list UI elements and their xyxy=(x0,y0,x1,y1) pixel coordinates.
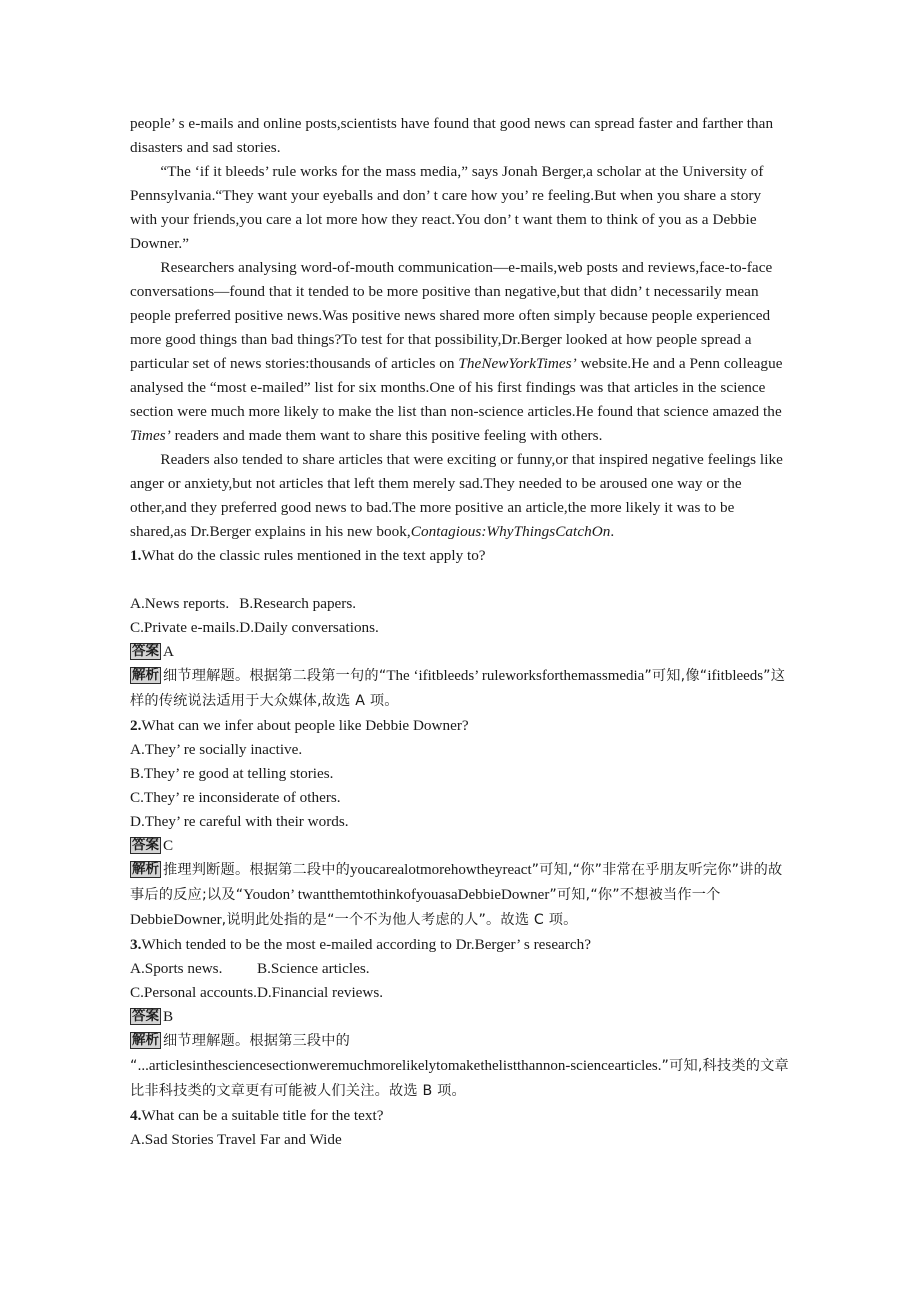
passage-paragraph-1: people’ s e-mails and online posts,scientists have found that good news can spread faster and farther than disasters and sad stories. xyxy=(130,115,774,156)
analysis-label-box: 解析 xyxy=(132,1032,159,1048)
analysis-part: Youdon’ twantthemtothinkofyouasaDebbieDowner xyxy=(243,887,550,903)
question-2-option-c[interactable]: C.They’ re inconsiderate of others. xyxy=(130,789,341,806)
p4-italic-book-title: Contagious:WhyThingsCatchOn xyxy=(410,523,611,540)
question-3-answer xyxy=(130,1005,790,1029)
analysis-part: The ‘ifitbleeds’ ruleworksforthemassmedia xyxy=(386,668,645,684)
question-2-option-d[interactable]: D.They’ re careful with their words. xyxy=(130,813,349,830)
question-4-text: What can be a suitable title for the text? xyxy=(141,1107,384,1124)
question-1-number: 1. xyxy=(130,547,142,564)
analysis-part: ”可知,“你”不想被当作一个 xyxy=(549,887,721,903)
p3-italic-newyorktimes: TheNewYorkTimes’ xyxy=(458,355,577,372)
answer-label-box: 答案 xyxy=(132,837,159,853)
passage-paragraph-2: “The ‘if it bleeds’ rule works for the mass media,” says Jonah Berger,a scholar at the University of Pennsylvania.“They want your eyeballs and don’ t care how you’ re feeling.But when you share a story with your friends,you care a lot more how they react.You don’ t want them to think of you as a Debbie Downer.” xyxy=(130,163,764,252)
question-3-option-d[interactable]: D.Financial reviews. xyxy=(256,984,384,1001)
analysis-part: ”可知,“你”非常在乎朋友听完你”讲的故事后的反应;以及“ xyxy=(130,862,783,903)
passage-paragraph-4 xyxy=(130,448,790,544)
analysis-label-box: 解析 xyxy=(132,667,159,683)
question-1-answer xyxy=(130,640,790,664)
question-3-number: 3. xyxy=(130,936,142,953)
question-3-stem xyxy=(130,933,790,957)
answer-label-box: 答案 xyxy=(132,1008,159,1024)
p3-text-a: Researchers analysing word-of-mouth communication—e-mails,web posts and reviews,face-to-face conversations—found that it tended to be more positive than negative,but that didn’ t necessarily mean people preferred positive news.Was positive news shared more often simply because people experienced more good things than bad things?To test for that possibility,Dr.Berger looked at how people spread a particular set of news stories:thousands of articles on xyxy=(130,259,773,372)
question-1-analysis xyxy=(130,664,790,714)
question-3-option-b[interactable]: B.Science articles. xyxy=(256,960,370,977)
question-3-option-c[interactable]: C.Personal accounts. xyxy=(130,984,257,1001)
question-3-analysis-line-2 xyxy=(130,1054,790,1104)
analysis-part: 推理判断题。根据第二段中的 xyxy=(163,862,351,878)
analysis-part: “ xyxy=(130,1058,138,1074)
question-1-option-c[interactable]: C.Private e-mails. xyxy=(130,619,240,636)
answer-label-box: 答案 xyxy=(132,643,159,659)
p4-text-a: Readers also tended to share articles that were exciting or funny,or that inspired negative feelings like anger or anxiety,but not articles that left them merely sad.They needed to be aroused one way or the other,and they preferred good news to bad.The more positive an article,the more likely it was to be shared,as Dr.Berger explains in his new book, xyxy=(130,451,783,540)
p4-text-b: . xyxy=(610,523,615,540)
question-4-stem xyxy=(130,1104,790,1128)
analysis-part: DebbieDowner xyxy=(130,912,222,928)
question-2-option-b[interactable]: B.They’ re good at telling stories. xyxy=(130,765,334,782)
analysis-part: youcarealotmorehowtheyreact xyxy=(350,862,532,878)
analysis-part: ”这样的传统说法适用于大众媒体,故选 A 项。 xyxy=(130,668,786,709)
analysis-part: 细节理解题。根据第三段中的 xyxy=(163,1033,351,1049)
analysis-label-box: 解析 xyxy=(132,861,159,877)
analysis-part: ”可知,科技类的文章比非科技类的文章更有可能被人们关注。故选 B 项。 xyxy=(130,1058,789,1099)
question-3-text: Which tended to be the most e-mailed according to Dr.Berger’ s research? xyxy=(141,936,591,953)
question-1-option-b[interactable]: B.Research papers. xyxy=(239,595,357,612)
question-1-option-a[interactable]: A.News reports. xyxy=(130,595,230,612)
question-2-answer-value: C xyxy=(163,837,174,854)
question-1-text: What do the classic rules mentioned in the text apply to? xyxy=(141,547,486,564)
option-row xyxy=(130,981,383,1005)
option-row xyxy=(130,957,383,981)
question-2-stem xyxy=(130,714,790,738)
analysis-part: 细节理解题。根据第二段第一句的“ xyxy=(163,668,387,684)
analysis-part: ,说明此处指的是“一个不为他人考虑的人”。故选 C 项。 xyxy=(221,912,578,928)
question-3-options xyxy=(130,957,383,1005)
question-3-answer-value: B xyxy=(163,1008,174,1025)
question-2-text: What can we infer about people like Debbie Downer? xyxy=(141,717,469,734)
p3-text-c: readers and made them want to share this positive feeling with others. xyxy=(170,427,603,444)
page-content xyxy=(130,112,790,1152)
option-row xyxy=(130,592,379,616)
p3-italic-times: Times’ xyxy=(130,427,171,444)
question-2-option-a[interactable]: A.They’ re socially inactive. xyxy=(130,741,303,758)
question-2-number: 2. xyxy=(130,717,142,734)
analysis-part: ”可知,像“ xyxy=(644,668,708,684)
question-4-option-a[interactable]: A.Sad Stories Travel Far and Wide xyxy=(130,1131,342,1148)
p3-text-b: website.He and a Penn colleague analysed the “most e-mailed” list for six months.One of his first findings was that articles in the science section were much more likely to make the list than non-science articles.He found that science amazed the xyxy=(130,355,783,420)
question-2-analysis xyxy=(130,858,790,933)
question-1-options xyxy=(130,592,379,640)
option-row xyxy=(130,616,379,640)
passage-paragraph-3 xyxy=(130,256,790,448)
question-4-number: 4. xyxy=(130,1107,142,1124)
question-1-stem xyxy=(130,544,790,568)
analysis-part: ...articlesinthesciencesectionweremuchmorelikelytomakethelistthannon-sciencearticles. xyxy=(137,1058,662,1074)
question-3-analysis-line-1 xyxy=(130,1029,790,1054)
analysis-part: ifitbleeds xyxy=(707,668,764,684)
question-1-answer-value: A xyxy=(163,643,174,660)
question-3-option-a[interactable]: A.Sports news. xyxy=(130,960,223,977)
question-1-option-d[interactable]: D.Daily conversations. xyxy=(239,619,379,636)
question-2-answer xyxy=(130,834,790,858)
